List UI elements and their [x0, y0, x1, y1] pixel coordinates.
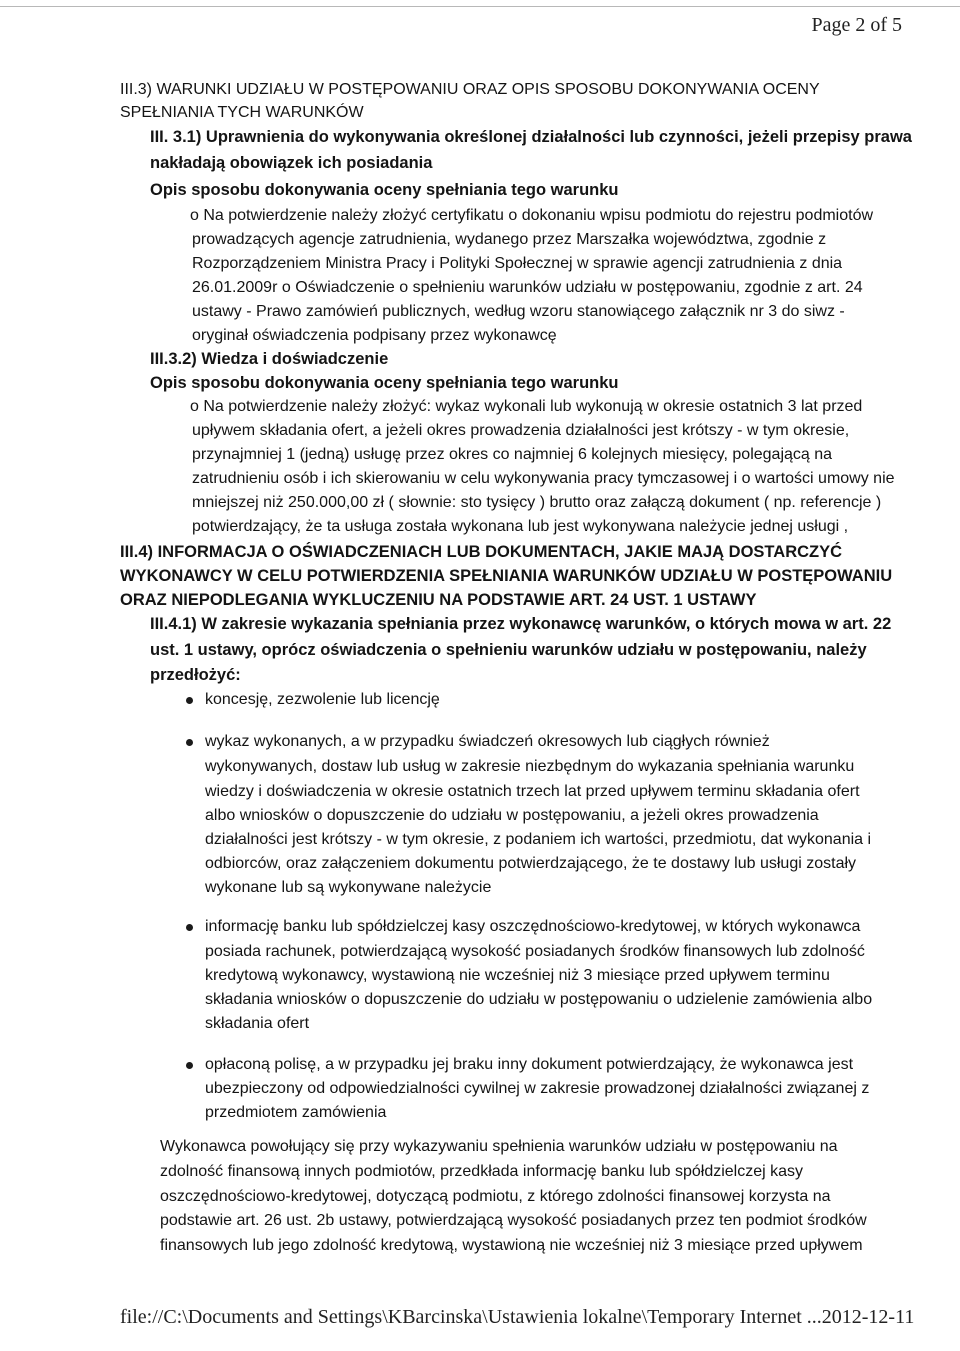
section-4-1-heading-cont: przedłożyć: — [150, 666, 241, 684]
paragraph-line: podstawie art. 26 ust. 2b ustawy, potwierdzającą wysokość posiadanych przez ten podmiot środków — [160, 1212, 867, 1229]
paragraph-line: zdolność finansową innych podmiotów, przedkłada informację banku lub spółdzielczej kasy — [160, 1163, 804, 1180]
bullet-line: działalności jest krótszy - w tym okresie, z podaniem ich wartości, przedmiotu, dat wykonania i — [205, 831, 872, 848]
footer-date: 2012-12-11 — [821, 1306, 915, 1328]
section-3-2-heading: III.3.2) Wiedza i doświadczenie — [150, 350, 389, 368]
paragraph-line: oryginał oświadczenia podpisany przez wykonawcę — [192, 327, 557, 344]
section-4-1-heading: III.4.1) W zakresie wykazania spełniania przez wykonawcę warunków, o których mowa w art. 22 — [150, 615, 892, 633]
paragraph-line: prowadzących agencje zatrudnienia, wydanego przez Marszałka województwa, zgodnie z — [192, 231, 827, 248]
paragraph-line: o Na potwierdzenie należy złożyć: wykaz wykonali lub wykonują w okresie ostatnich 3 lat przed — [190, 398, 863, 415]
bullet-icon — [186, 697, 193, 704]
bullet-icon — [186, 1062, 193, 1069]
bullet-line: wiedzy i doświadczenia w okresie ostatnich trzech lat przed upływem terminu składania ofert — [205, 783, 860, 800]
bullet-line: wykaz wykonanych, a w przypadku świadczeń okresowych lub ciągłych również — [205, 733, 770, 750]
paragraph-line: upływem składania ofert, a jeżeli okres prowadzenia działalności jest krótszy - w tym okresie, — [192, 422, 850, 439]
footer-file-path: file://C:\Documents and Settings\KBarcinska\Ustawienia lokalne\Temporary Internet ... — [120, 1306, 822, 1328]
bullet-line: składania wniosków o dopuszczenie do udziału w postępowaniu o udzielenie zamówienia albo — [205, 991, 873, 1008]
bullet-line: składania ofert — [205, 1015, 310, 1032]
paragraph-line: Rozporządzeniem Ministra Pracy i Polityki Społecznej w sprawie agencji zatrudnienia z dnia — [192, 255, 843, 272]
bullet-line: odbiorców, oraz załączeniem dokumentu potwierdzającego, że te dostawy lub usługi zostały — [205, 855, 857, 872]
bullet-line: albo wniosków o dopuszczenie do udziału w postępowaniu, a jeżeli okres prowadzenia — [205, 807, 819, 824]
print-footer — [120, 1306, 915, 1329]
section-4-heading-cont: ORAZ NIEPODLEGANIA WYKLUCZENIU NA PODSTAWIE ART. 24 UST. 1 USTAWY — [120, 591, 757, 609]
assessment-method-label: Opis sposobu dokonywania oceny spełniania tego warunku — [150, 374, 619, 392]
section-3-1-heading: III. 3.1) Uprawnienia do wykonywania określonej działalności lub czynności, jeżeli przepisy prawa — [150, 128, 912, 146]
assessment-method-label: Opis sposobu dokonywania oceny spełniania tego warunku — [150, 181, 619, 199]
section-3-1-heading-cont: nakładają obowiązek ich posiadania — [150, 154, 433, 172]
bullet-line: koncesję, zezwolenie lub licencję — [205, 691, 440, 708]
bullet-icon — [186, 924, 193, 931]
bullet-icon — [186, 739, 193, 746]
section-4-1-heading-cont: ust. 1 ustawy, oprócz oświadczenia o spełnieniu warunków udziału w postępowaniu, należy — [150, 641, 867, 659]
paragraph-line: ustawy - Prawo zamówień publicznych, według wzoru stanowiącego załącznik nr 3 do siwz - — [192, 303, 845, 320]
bullet-line: opłaconą polisę, a w przypadku jej braku inny dokument potwierdzający, że wykonawca jest — [205, 1056, 854, 1073]
bullet-line: kredytową wykonawcy, wystawioną nie wcześniej niż 3 miesiące przed upływem terminu — [205, 967, 830, 984]
paragraph-line: 26.01.2009r o Oświadczenie o spełnieniu warunków udziału w postępowaniu, zgodnie z art. 24 — [192, 279, 863, 296]
paragraph-line: zatrudnieniu osób i ich skierowaniu w celu wykonywania pracy tymczasowej i o wartości umowy nie — [192, 470, 895, 487]
paragraph-line: oszczędnościowo-kredytowej, dotyczącą podmiotu, z którego zdolności finansowej korzysta na — [160, 1188, 831, 1205]
section-4-heading-cont: WYKONAWCY W CELU POTWIERDZENIA SPEŁNIANIA WARUNKÓW UDZIAŁU W POSTĘPOWANIU — [120, 567, 893, 585]
bullet-line: ubezpieczony od odpowiedzialności cywilnej w zakresie prowadzonej działalności związanej z — [205, 1080, 870, 1097]
paragraph-line: finansowych lub jego zdolność kredytową, wystawioną nie wcześniej niż 3 miesiące przed upływem — [160, 1237, 863, 1254]
top-rule — [0, 6, 960, 7]
bullet-line: wykonane lub są wykonywane należycie — [205, 879, 492, 896]
section-4-heading: III.4) INFORMACJA O OŚWIADCZENIACH LUB DOKUMENTACH, JAKIE MAJĄ DOSTARCZYĆ — [120, 543, 843, 561]
page-number: Page 2 of 5 — [811, 14, 902, 36]
bullet-line: wykonywanych, dostaw lub usług w zakresie niezbędnym do wykazania spełniania warunku — [205, 758, 855, 775]
paragraph-line: mniejszej niż 250.000,00 zł ( słownie: sto tysięcy ) brutto oraz załączą dokument ( np. referencje ) — [192, 494, 882, 511]
paragraph-line: potwierdzający, że ta usługa została wykonana lub jest wykonywana należycie jednej usługi , — [192, 518, 849, 535]
section-3-heading-cont: SPEŁNIANIA TYCH WARUNKÓW — [120, 104, 364, 121]
bullet-line: informację banku lub spółdzielczej kasy oszczędnościowo-kredytowej, w których wykonawca — [205, 918, 861, 935]
paragraph-line: o Na potwierdzenie należy złożyć certyfikatu o dokonaniu wpisu podmiotu do rejestru podmiotów — [190, 207, 874, 224]
bullet-line: przedmiotem zamówienia — [205, 1104, 387, 1121]
paragraph-line: Wykonawca powołujący się przy wykazywaniu spełnienia warunków udziału w postępowaniu na — [160, 1138, 838, 1155]
section-3-heading: III.3) WARUNKI UDZIAŁU W POSTĘPOWANIU ORAZ OPIS SPOSOBU DOKONYWANIA OCENY — [120, 81, 820, 98]
paragraph-line: przynajmniej 1 (jedną) usługę przez okres co najmniej 6 kolejnych miesięcy, polegającą na — [192, 446, 833, 463]
bullet-line: posiada rachunek, potwierdzającą wysokość posiadanych środków finansowych lub zdolność — [205, 943, 865, 960]
